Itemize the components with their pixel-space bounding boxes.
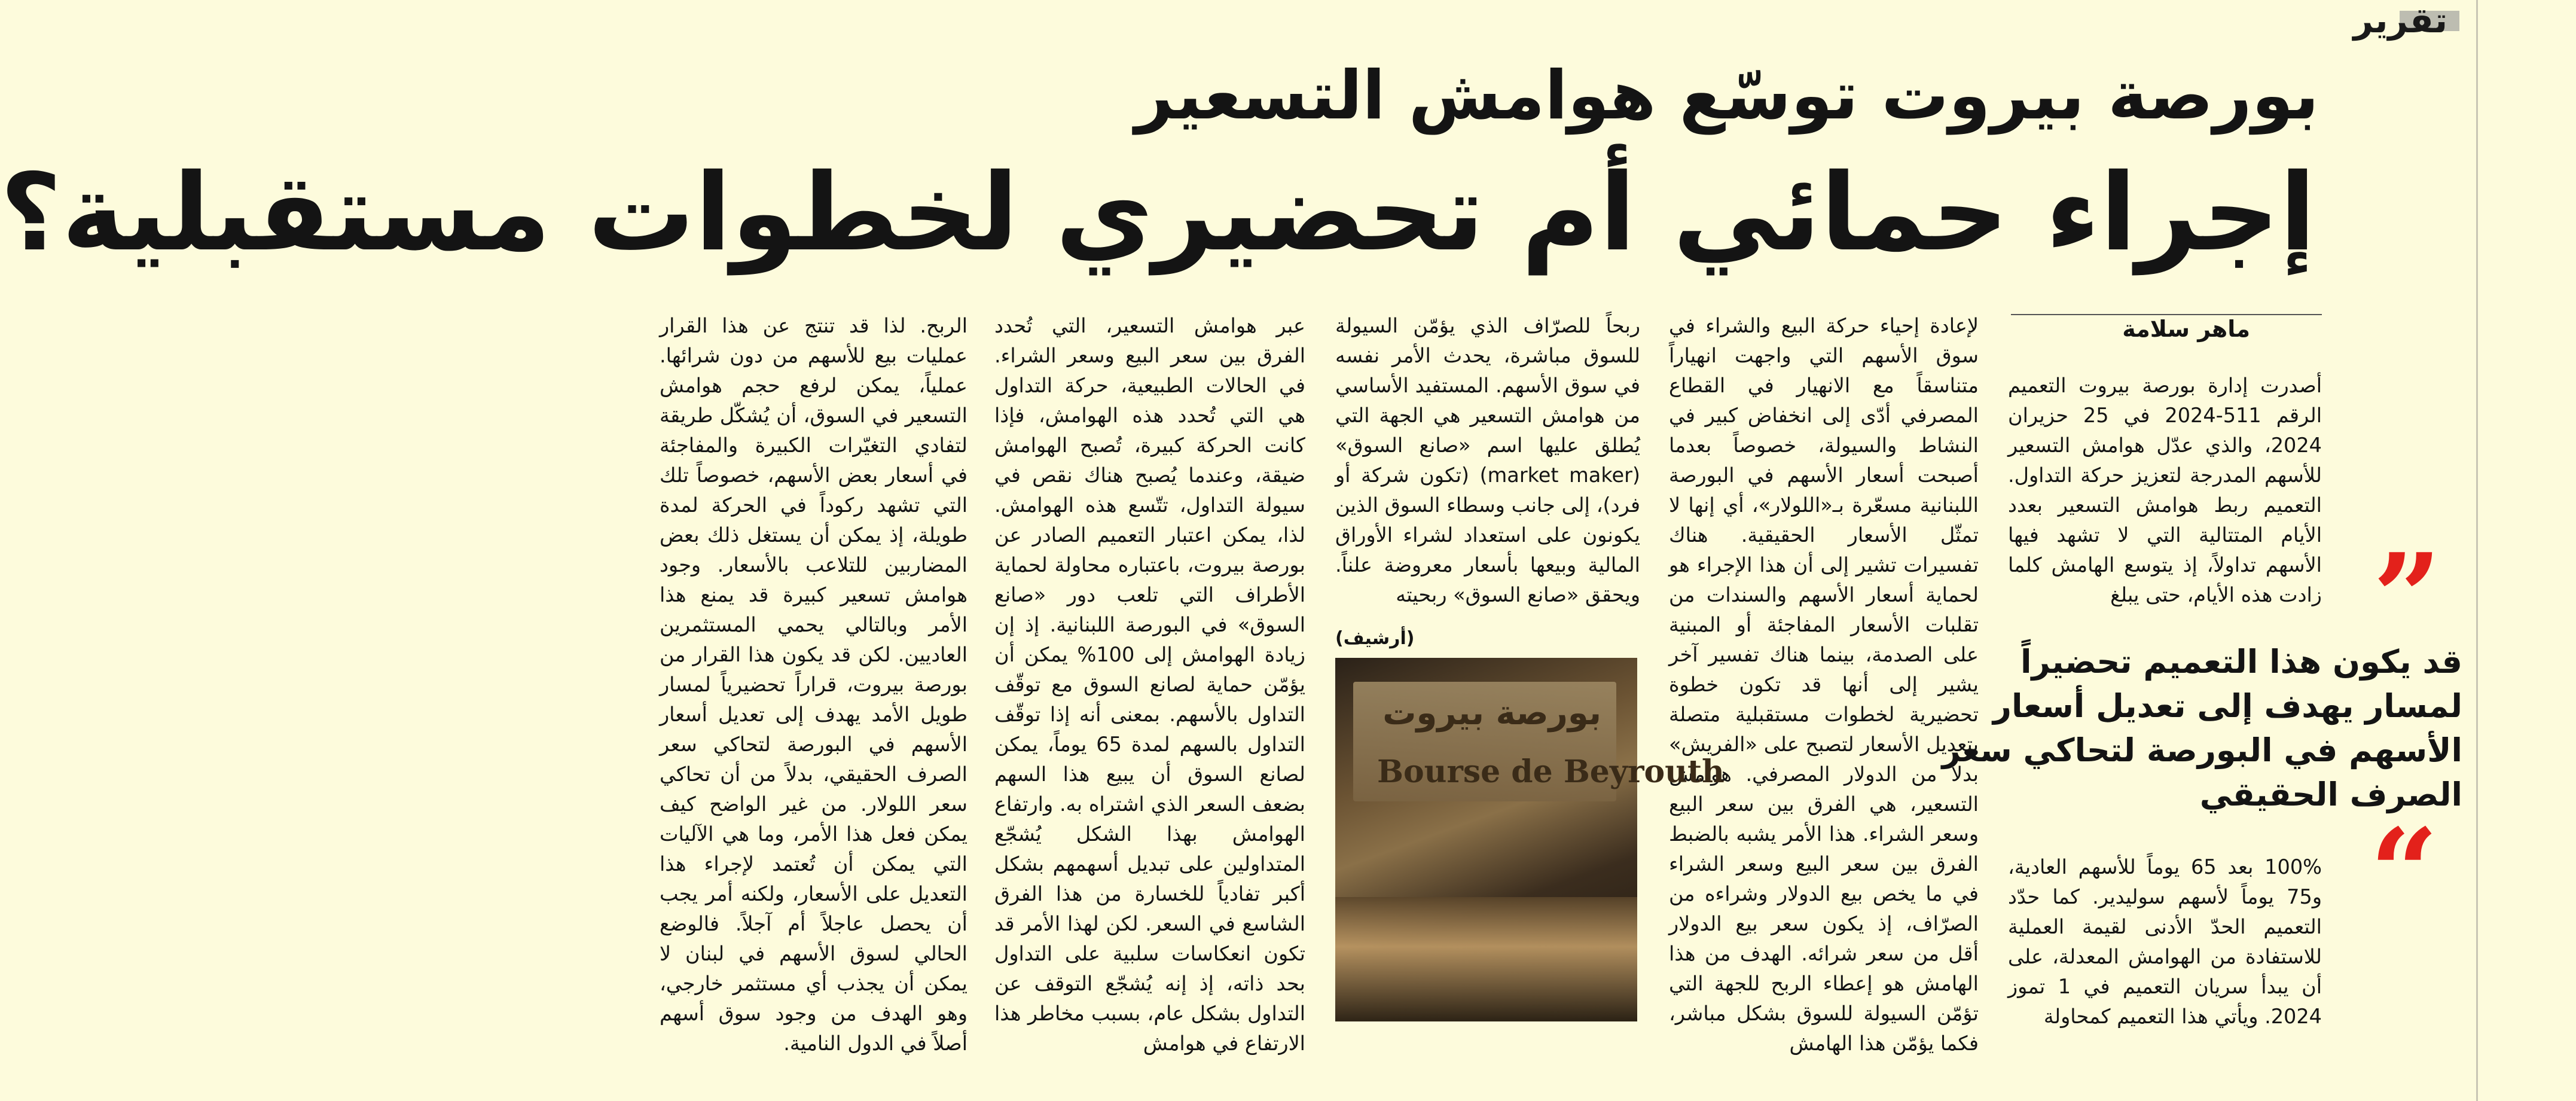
- article-column-1-continued: 100% بعد 65 يوماً للأسهم العادية، و75 يوماً لأسهم سوليدير. كما حدّد التعميم الحدّ الأدنى لقيمة العملية للاستفادة من الهوامش المعدلة، على أن يبدأ سريان التعميم في 1 تموز 2024. ويأتي هذا التعميم كمحاولة: [2008, 855, 2322, 1028]
- column-rule: [2476, 0, 2478, 1101]
- byline-rule: [2011, 314, 2322, 315]
- article-column-4: عبر هوامش التسعير، التي تُحدد الفرق بين سعر البيع وسعر الشراء. في الحالات الطبيعية، حركة التداول هي التي تُحدد هذه الهوامش، فإذا كانت الحركة كبيرة، تُصبح الهوامش ضيقة، وعندما يُصبح هناك نقص في سيولة التداول، تتّسع هذه الهوامش. لذا، يمكن اعتبار التعميم الصادر عن بورصة بيروت، باعتباره محاولة لحماية الأطراف التي تلعب دور «صانع السوق» في البورصة اللبنانية. إذ إن زيادة الهوامش إلى 100% يمكن أن يؤمّن حماية لصانع السوق مع توقّف التداول بالأسهم. بمعنى أنه إذا توقّف التداول بالسهم لمدة 65 يوماً، يمكن لصانع السوق أن يبيع هذا السهم بضعف السعر الذي اشتراه به. وارتفاع الهوامش بهذا الشكل يُشجّع المتداولين على تبديل أسهمهم بشكل أكبر تفادياً للخسارة من هذا الفرق الشاسع في السعر. لكن لهذا الأمر قد تكون انعكاسات سلبية على التداول بحد ذاته، إذ إنه يُشجّع التوقف عن التداول بشكل عام، بسبب مخاطر هذا الارتفاع في هوامش: [994, 314, 1305, 1055]
- photo-caption: (أرشيف): [1335, 628, 1415, 649]
- article-headline: إجراء حمائي أم تحضيري لخطوات مستقبلية؟: [0, 151, 2316, 275]
- pull-quote: قد يكون هذا التعميم تحضيراً لمسار يهدف إلى تعديل أسعار الأسهم في البورصة لتحاكي سعر الصرف الحقيقي: [1942, 643, 2462, 813]
- photo-sign-arabic: بورصة بيروت: [1382, 694, 1601, 733]
- quote-close-icon: “: [2370, 803, 2439, 943]
- photo-floor: [1335, 897, 1637, 1021]
- section-label: تقرير: [2353, 0, 2447, 41]
- byline: ماهر سلامة: [2122, 316, 2250, 342]
- photo-sign-french: Bourse de Beyrouth: [1377, 754, 1725, 790]
- article-column-5: الربح. لذا قد تنتج عن هذا القرار عمليات بيع للأسهم من دون شرائها. عملياً، يمكن لرفع حجم هوامش التسعير في السوق، أن يُشكّل طريقة لتفادي التغيّرات الكبيرة والمفاجئة في أسعار بعض الأسهم، خصوصاً تلك التي تشهد ركوداً في الحركة لمدة طويلة، إذ يمكن أن يستغل ذلك بعض المضاربين للتلاعب بالأسعار. وجود هوامش تسعير كبيرة قد يمنع هذا الأمر وبالتالي يحمي المستثمرين العاديين. لكن قد يكون هذا القرار من بورصة بيروت، قراراً تحضيرياً لمسار طويل الأمد يهدف إلى تعديل أسعار الأسهم في البورصة لتحاكي سعر الصرف الحقيقي، بدلاً من أن تحاكي سعر اللولار. من غير الواضح كيف يمكن فعل هذا الأمر، وما هي الآليات التي يمكن أن تُعتمد لإجراء هذا التعديل على الأسعار، ولكنه أمر يجب أن يحصل عاجلاً أم آجلاً. فالوضع الحالي لسوق الأسهم في لبنان لا يمكن أن يجذب أي مستثمر خارجي، وهو الهدف من وجود سوق أسهم أصلاً في الدول النامية.: [660, 314, 967, 1055]
- quote-open-icon: ”: [2373, 527, 2442, 668]
- article-subheadline: بورصة بيروت توسّع هوامش التسعير: [1134, 57, 2319, 135]
- article-column-1: أصدرت إدارة بورصة بيروت التعميم الرقم 511-2024 في 25 حزيران 2024، والذي عدّل هوامش التسعير للأسهم المدرجة لتعزيز حركة التداول. التعميم ربط هوامش التسعير بعدد الأيام المتتالية التي لا تشهد فيها الأسهم تداولاً، إذ يتوسع الهامش كلما زادت هذه الأيام، حتى يبلغ: [2008, 374, 2322, 606]
- article-column-2: لإعادة إحياء حركة البيع والشراء في سوق الأسهم التي واجهت انهياراً متناسقاً مع الانهيار في القطاع المصرفي أدّى إلى انخفاض كبير في النشاط والسيولة، خصوصاً بعدما أصبحت أسعار الأسهم في البورصة اللبنانية مسعّرة بـ«اللولار»، أي إنها لا تمثّل الأسعار الحقيقية. هناك تفسيرات تشير إلى أن هذا الإجراء هو لحماية أسعار الأسهم والسندات من تقلبات الأسعار المفاجئة أو المبنية على الصدمة، بينما هناك تفسير آخر يشير إلى أنها قد تكون خطوة تحضيرية لخطوات مستقبلية متصلة بتعديل الأسعار لتصبح على «الفريش» بدلاً من الدولار المصرفي. هوامش التسعير، هي الفرق بين سعر البيع وسعر الشراء. هذا الأمر يشبه بالضبط الفرق بين سعر البيع وسعر الشراء في ما يخص بيع الدولار وشراءه من الصرّاف، إذ يكون سعر بيع الدولار أقل من سعر شرائه. الهدف من هذا الهامش هو إعطاء الربح للجهة التي تؤمّن السيولة للسوق بشكل مباشر، فكما يؤمّن هذا الهامش: [1669, 314, 1979, 1055]
- article-column-3: ربحاً للصرّاف الذي يؤمّن السيولة للسوق مباشرة، يحدث الأمر نفسه في سوق الأسهم. المستفيد الأساسي من هوامش التسعير هي الجهة التي يُطلق عليها اسم «صانع السوق» (market maker) (تكون شركة أو فرد)، إلى جانب وسطاء السوق الذين يكونون على استعداد لشراء الأوراق المالية وبيعها بأسعار معروضة علناً. ويحقق «صانع السوق» ربحيته: [1335, 314, 1640, 606]
- article-photo: [1335, 658, 1725, 1021]
